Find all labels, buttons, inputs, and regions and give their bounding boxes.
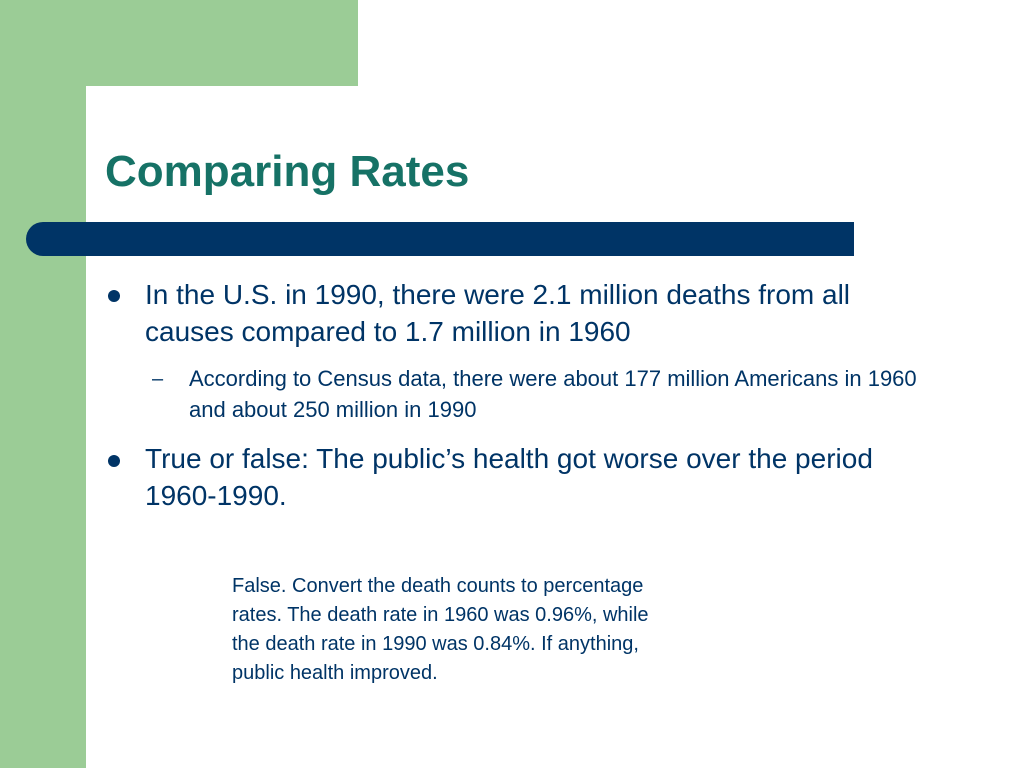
bullet-1: In the U.S. in 1990, there were 2.1 million deaths from all causes compared to 1.7 million in 1960 bbox=[145, 279, 851, 347]
answer-line-1: False. Convert the death counts to percentage bbox=[232, 575, 644, 597]
slide-title: Comparing Rates bbox=[105, 147, 470, 196]
green-left-band bbox=[0, 0, 86, 768]
bullet-dot-1 bbox=[108, 290, 120, 302]
bullet-dot-2 bbox=[108, 455, 120, 467]
answer-line-4: public health improved. bbox=[232, 662, 438, 684]
title-underline-bar bbox=[26, 222, 854, 256]
answer-line-3: the death rate in 1990 was 0.84%. If anything, bbox=[232, 633, 639, 655]
green-top-band bbox=[0, 0, 358, 86]
answer-text bbox=[232, 572, 792, 688]
bullet-2: True or false: The public’s health got worse over the period 1960-1990. bbox=[145, 443, 873, 511]
sub-bullet-1: According to Census data, there were about 177 million Americans in 1960 and about 250 million in 1990 bbox=[189, 366, 917, 422]
sub-bullet-dash: – bbox=[152, 368, 164, 390]
answer-line-2: rates. The death rate in 1960 was 0.96%, while bbox=[232, 604, 649, 626]
